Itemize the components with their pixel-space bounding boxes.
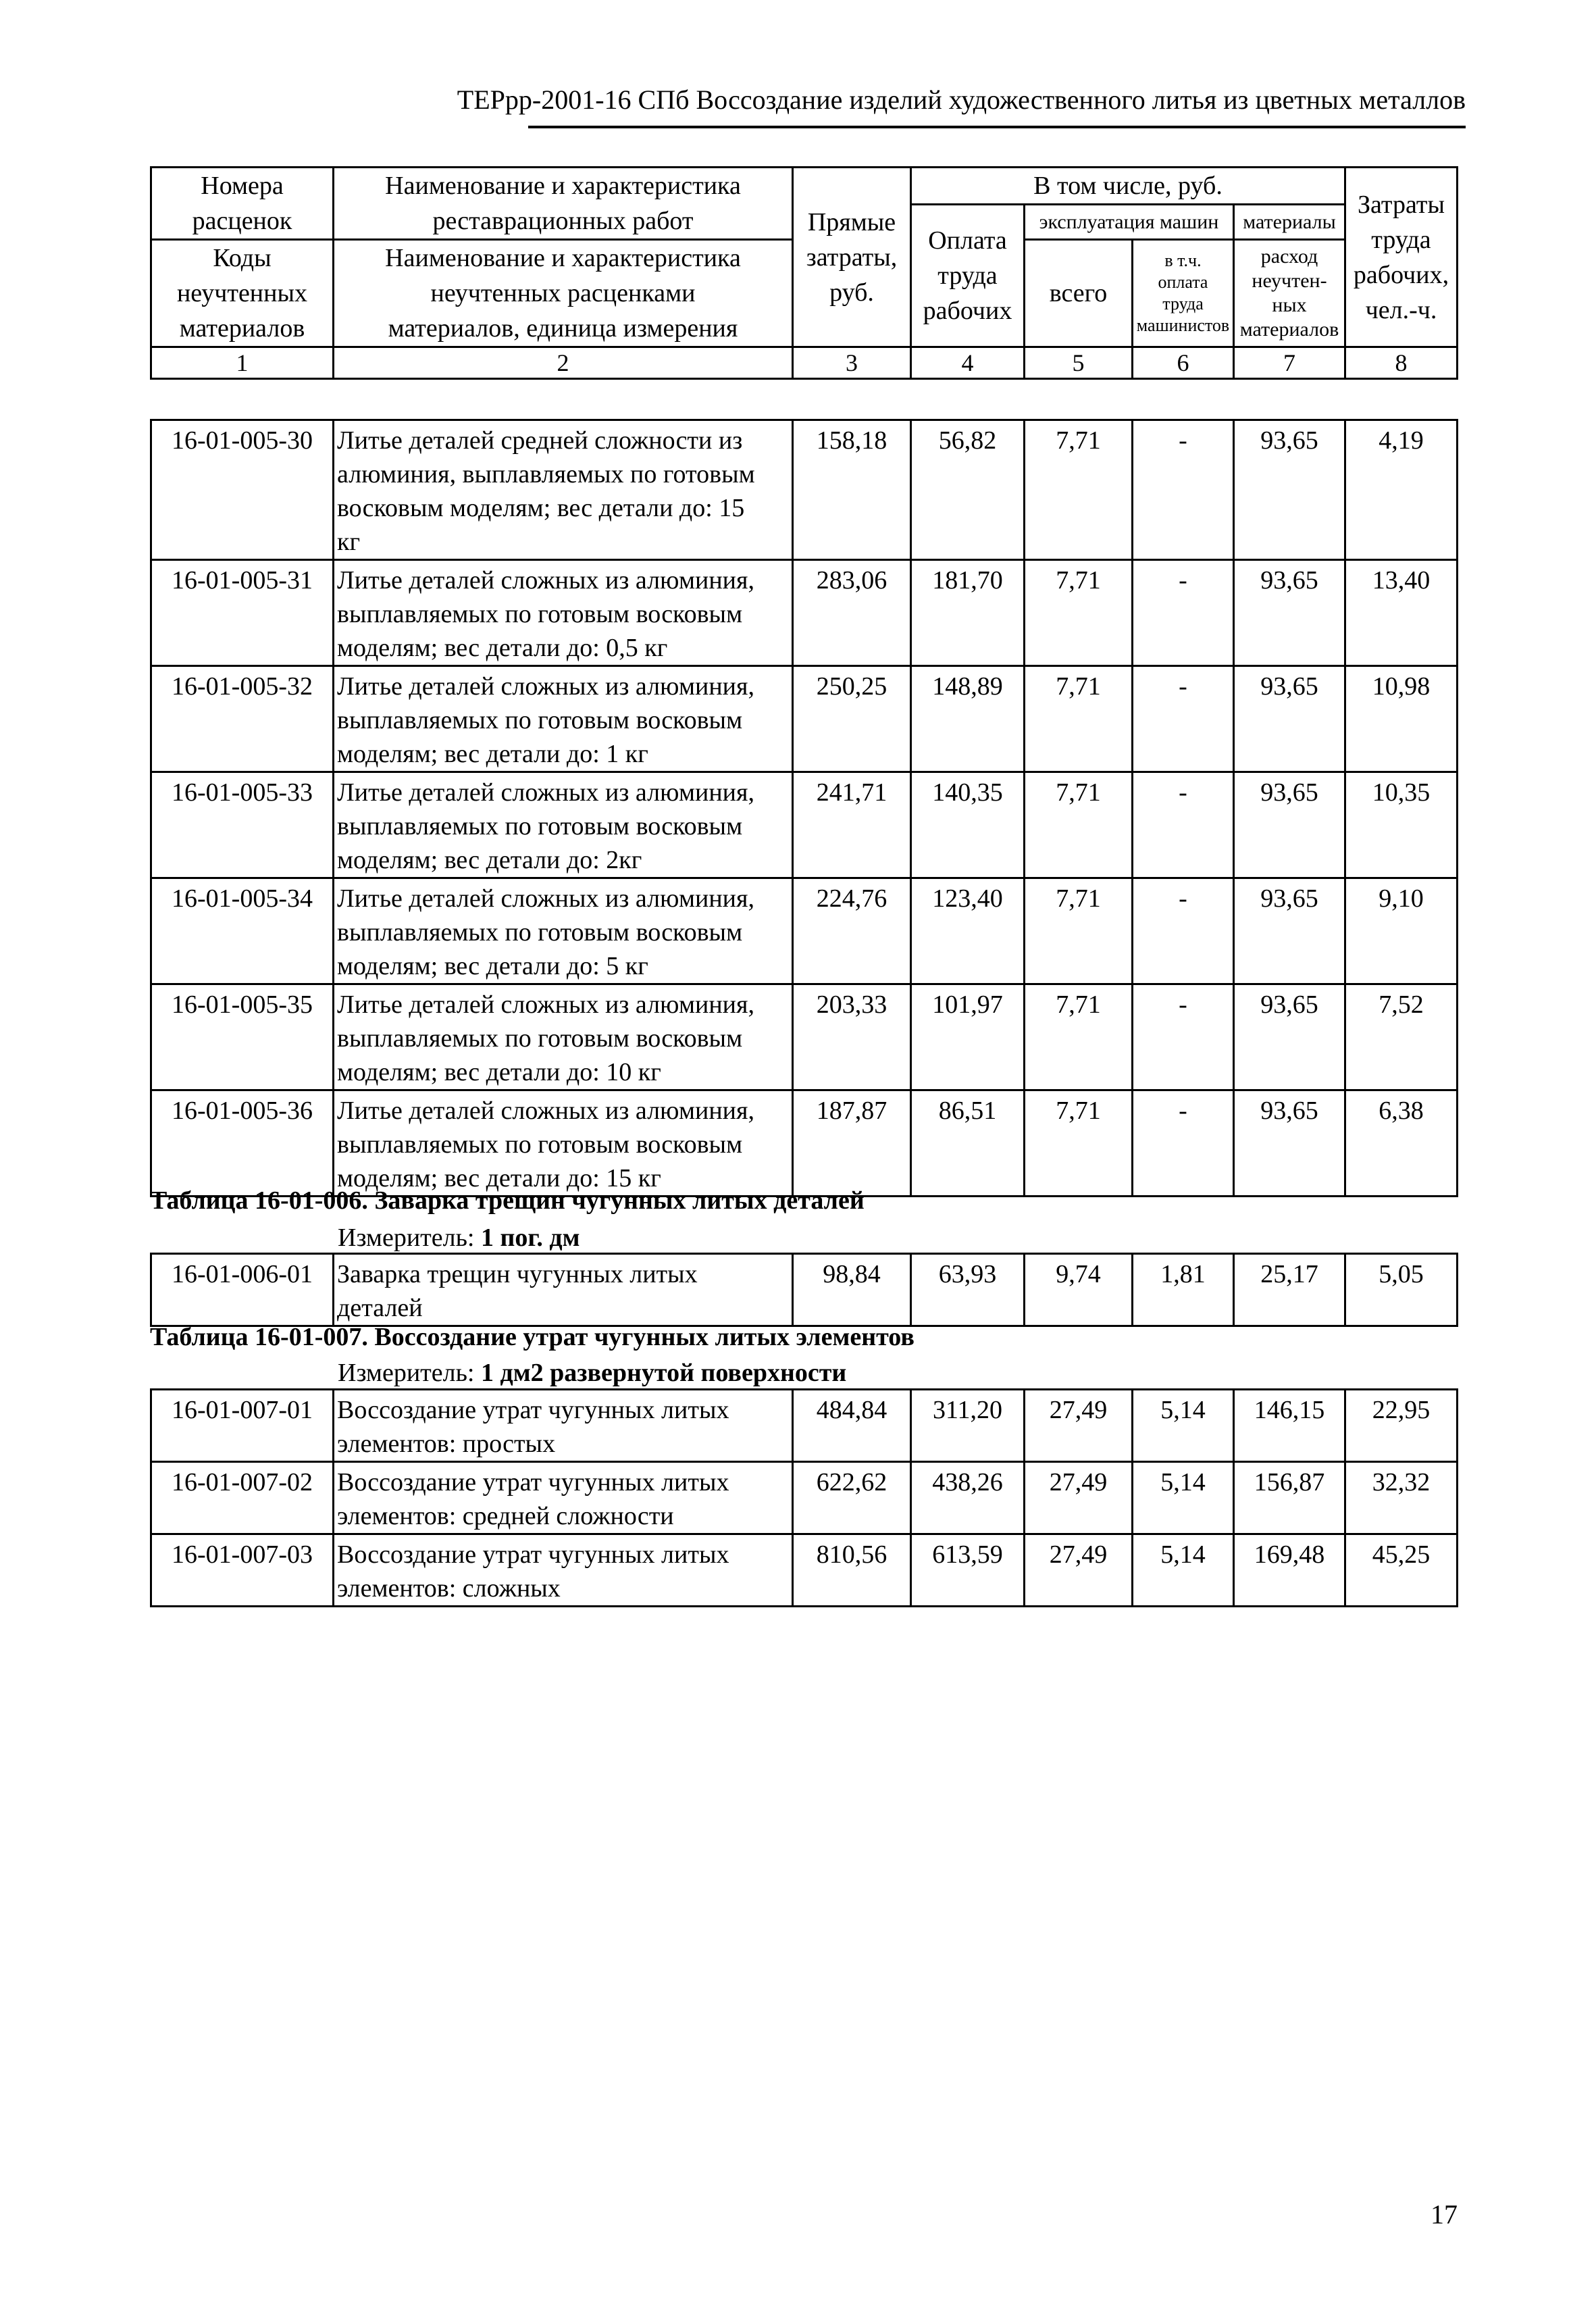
direct-costs: 622,62 (793, 1462, 911, 1534)
description-line: Литье деталей сложных из алюминия, (337, 778, 754, 807)
table-006-meter: Измеритель: 1 пог. дм (338, 1224, 580, 1252)
description-line: моделям; вес детали до: 2кг (337, 846, 642, 874)
materials-cost: 146,15 (1234, 1390, 1345, 1462)
description-line: выплавляемых по готовым восковым (337, 1024, 743, 1053)
description-line: элементов: средней сложности (337, 1502, 674, 1530)
materials-cost: 93,65 (1234, 1090, 1345, 1197)
direct-costs: 98,84 (793, 1254, 911, 1326)
table-row (151, 560, 1458, 666)
materials-cost: 156,87 (1234, 1462, 1345, 1534)
description-line: моделям; вес детали до: 5 кг (337, 952, 648, 980)
labor-hours: 5,05 (1345, 1254, 1458, 1326)
machines-total: 9,74 (1025, 1254, 1133, 1326)
description-line: Заварка трещин чугунных литых (337, 1260, 698, 1288)
direct-costs: 187,87 (793, 1090, 911, 1197)
column-number: 5 (1025, 347, 1133, 379)
table-row (151, 420, 1458, 560)
labor-hours: 45,25 (1345, 1534, 1458, 1607)
header-direct-costs: Прямые затраты, руб. (793, 168, 911, 347)
rate-code: 16-01-005-30 (151, 420, 334, 560)
machines-total: 7,71 (1025, 420, 1133, 560)
table-row (151, 1090, 1458, 1197)
work-description (334, 772, 793, 878)
work-description (334, 666, 793, 772)
machines-total: 7,71 (1025, 560, 1133, 666)
description-line: моделям; вес детали до: 15 кг (337, 1164, 661, 1192)
machinists-pay: 5,14 (1133, 1534, 1234, 1607)
machinists-pay: - (1133, 772, 1234, 878)
table-row (151, 878, 1458, 984)
labor-hours: 32,32 (1345, 1462, 1458, 1534)
description-line: Воссоздание утрат чугунных литых (337, 1468, 729, 1496)
worker-pay: 181,70 (911, 560, 1025, 666)
worker-pay: 56,82 (911, 420, 1025, 560)
header-labor-hours: Затраты труда рабочих, чел.-ч. (1345, 168, 1458, 347)
work-description (334, 420, 793, 560)
header-material-names: Наименование и характеристика неучтенных расценками материалов, единица измерения (334, 240, 793, 347)
direct-costs: 810,56 (793, 1534, 911, 1607)
table-006-title: Таблица 16-01-006. Заварка трещин чугунных литых деталей (150, 1186, 865, 1215)
direct-costs: 283,06 (793, 560, 911, 666)
table-row (151, 1462, 1458, 1534)
header-machines: эксплуатация машин (1025, 205, 1234, 240)
worker-pay: 101,97 (911, 984, 1025, 1090)
labor-hours: 13,40 (1345, 560, 1458, 666)
table-row (151, 1534, 1458, 1607)
page-number: 17 (1431, 2199, 1458, 2230)
description-line: кг (337, 528, 361, 556)
work-description (334, 1090, 793, 1197)
materials-cost: 93,65 (1234, 666, 1345, 772)
header-work-name: Наименование и характеристика реставрационных работ (334, 168, 793, 240)
worker-pay: 86,51 (911, 1090, 1025, 1197)
materials-cost: 25,17 (1234, 1254, 1345, 1326)
labor-hours: 6,38 (1345, 1090, 1458, 1197)
table-row (151, 772, 1458, 878)
description-line: выплавляемых по готовым восковым (337, 1130, 743, 1159)
rate-code: 16-01-007-02 (151, 1462, 334, 1534)
description-line: алюминия, выплавляемых по готовым (337, 460, 755, 488)
machines-total: 7,71 (1025, 1090, 1133, 1197)
table-007-title: Таблица 16-01-007. Воссоздание утрат чугунных литых элементов (150, 1323, 915, 1351)
description-line: Литье деталей сложных из алюминия, (337, 672, 754, 701)
table-007 (150, 1388, 1458, 1607)
header-unaccounted-materials: расход неучтен- ных материалов (1234, 240, 1345, 347)
direct-costs: 250,25 (793, 666, 911, 772)
materials-cost: 93,65 (1234, 984, 1345, 1090)
rate-code: 16-01-005-35 (151, 984, 334, 1090)
materials-cost: 169,48 (1234, 1534, 1345, 1607)
machinists-pay: - (1133, 666, 1234, 772)
direct-costs: 224,76 (793, 878, 911, 984)
running-header: ТЕРрр-2001-16 СПб Воссоздание изделий художественного литья из цветных металлов (457, 84, 1466, 115)
labor-hours: 4,19 (1345, 420, 1458, 560)
description-line: Литье деталей средней сложности из (337, 426, 743, 455)
worker-pay: 63,93 (911, 1254, 1025, 1326)
work-description (334, 984, 793, 1090)
machinists-pay: 1,81 (1133, 1254, 1234, 1326)
worker-pay: 140,35 (911, 772, 1025, 878)
header-group-title: В том числе, руб. (911, 168, 1345, 205)
labor-hours: 10,35 (1345, 772, 1458, 878)
column-number: 3 (793, 347, 911, 379)
column-number: 8 (1345, 347, 1458, 379)
description-line: выплавляемых по готовым восковым (337, 706, 743, 734)
table-006-body (151, 1254, 1458, 1326)
work-description (334, 1462, 793, 1534)
description-line: Литье деталей сложных из алюминия, (337, 1097, 754, 1125)
table-row (151, 666, 1458, 772)
description-line: выплавляемых по готовым восковым (337, 918, 743, 947)
column-number: 2 (334, 347, 793, 379)
description-line: восковым моделям; вес детали до: 15 (337, 494, 745, 522)
rate-code: 16-01-005-34 (151, 878, 334, 984)
rate-code: 16-01-007-03 (151, 1534, 334, 1607)
description-line: моделям; вес детали до: 0,5 кг (337, 634, 668, 662)
worker-pay: 123,40 (911, 878, 1025, 984)
description-line: Литье деталей сложных из алюминия, (337, 884, 754, 913)
header-materials: материалы (1234, 205, 1345, 240)
work-description (334, 878, 793, 984)
machines-total: 27,49 (1025, 1534, 1133, 1607)
rate-code: 16-01-005-31 (151, 560, 334, 666)
work-description (334, 1390, 793, 1462)
worker-pay: 148,89 (911, 666, 1025, 772)
table-007-body (151, 1390, 1458, 1607)
machinists-pay: - (1133, 984, 1234, 1090)
machinists-pay: - (1133, 1090, 1234, 1197)
rate-code: 16-01-005-33 (151, 772, 334, 878)
labor-hours: 7,52 (1345, 984, 1458, 1090)
column-number: 7 (1234, 347, 1345, 379)
description-line: деталей (337, 1294, 423, 1322)
header-material-codes: Коды неучтенных материалов (151, 240, 334, 347)
work-description (334, 1534, 793, 1607)
header-machinists-pay: в т.ч. оплата труда машинистов (1133, 240, 1234, 347)
description-line: Воссоздание утрат чугунных литых (337, 1396, 729, 1424)
rate-code: 16-01-006-01 (151, 1254, 334, 1326)
machinists-pay: - (1133, 420, 1234, 560)
labor-hours: 22,95 (1345, 1390, 1458, 1462)
labor-hours: 10,98 (1345, 666, 1458, 772)
header-worker-pay: Оплата труда рабочих (911, 205, 1025, 347)
direct-costs: 241,71 (793, 772, 911, 878)
table-007-meter: Измеритель: 1 дм2 развернутой поверхности (338, 1359, 847, 1387)
header-rule (528, 126, 1466, 128)
worker-pay: 613,59 (911, 1534, 1025, 1607)
work-description (334, 560, 793, 666)
machines-total: 7,71 (1025, 772, 1133, 878)
column-number: 1 (151, 347, 334, 379)
table-005-body (151, 420, 1458, 1197)
machines-total: 7,71 (1025, 666, 1133, 772)
column-header-table (150, 166, 1458, 380)
direct-costs: 158,18 (793, 420, 911, 560)
table-row (151, 1390, 1458, 1462)
table-005 (150, 419, 1458, 1197)
machinists-pay: - (1133, 878, 1234, 984)
machinists-pay: 5,14 (1133, 1390, 1234, 1462)
table-row (151, 1254, 1458, 1326)
header-rate-numbers: Номера расценок (151, 168, 334, 240)
rate-code: 16-01-005-32 (151, 666, 334, 772)
direct-costs: 484,84 (793, 1390, 911, 1462)
description-line: элементов: сложных (337, 1574, 561, 1603)
machines-total: 27,49 (1025, 1462, 1133, 1534)
rate-code: 16-01-005-36 (151, 1090, 334, 1197)
column-number: 4 (911, 347, 1025, 379)
materials-cost: 93,65 (1234, 878, 1345, 984)
materials-cost: 93,65 (1234, 420, 1345, 560)
header-machines-total: всего (1025, 240, 1133, 347)
description-line: выплавляемых по готовым восковым (337, 812, 743, 840)
materials-cost: 93,65 (1234, 560, 1345, 666)
materials-cost: 93,65 (1234, 772, 1345, 878)
machinists-pay: 5,14 (1133, 1462, 1234, 1534)
work-description (334, 1254, 793, 1326)
description-line: Литье деталей сложных из алюминия, (337, 566, 754, 595)
description-line: моделям; вес детали до: 1 кг (337, 740, 648, 768)
description-line: выплавляемых по готовым восковым (337, 600, 743, 628)
worker-pay: 311,20 (911, 1390, 1025, 1462)
description-line: Литье деталей сложных из алюминия, (337, 990, 754, 1019)
machines-total: 7,71 (1025, 878, 1133, 984)
machines-total: 27,49 (1025, 1390, 1133, 1462)
table-006 (150, 1253, 1458, 1327)
description-line: моделям; вес детали до: 10 кг (337, 1058, 661, 1086)
machines-total: 7,71 (1025, 984, 1133, 1090)
labor-hours: 9,10 (1345, 878, 1458, 984)
table-row (151, 984, 1458, 1090)
direct-costs: 203,33 (793, 984, 911, 1090)
rate-code: 16-01-007-01 (151, 1390, 334, 1462)
description-line: Воссоздание утрат чугунных литых (337, 1540, 729, 1569)
worker-pay: 438,26 (911, 1462, 1025, 1534)
machinists-pay: - (1133, 560, 1234, 666)
column-number: 6 (1133, 347, 1234, 379)
description-line: элементов: простых (337, 1430, 556, 1458)
